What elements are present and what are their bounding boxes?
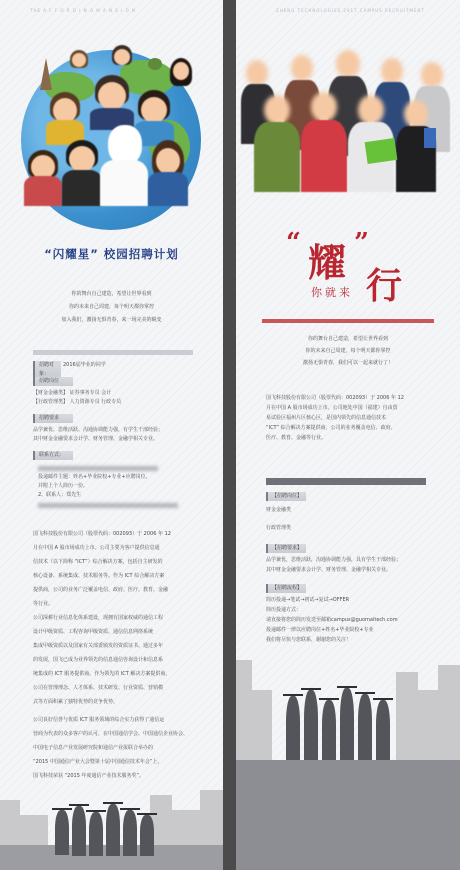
requirement-item: 品学兼优，思维活跃，沟通协调能力强，具有学生干部经验；	[266, 557, 402, 563]
company-line: 公司良好信誉与优质 ICT 服务领域的综合实力获得了通信运	[33, 717, 165, 723]
slogan-big: 耀	[308, 240, 347, 285]
process-line: 简历投递方式：	[266, 607, 302, 613]
company-line: 式等方面积累了独特优势的竞争优势。	[33, 699, 119, 705]
target-label: 招聘对象：	[33, 361, 61, 379]
company-line: 统集成的 ICT 服务提供商。作为领先的 ICT 解决方案提供商，	[33, 671, 171, 677]
right-watermark: ZHENG TECHNOLOGIES 2017 CAMPUS RECRUITMENT	[276, 8, 425, 13]
intro-line: 激扬无惧青春，我们可以一起来就行了！	[302, 360, 393, 366]
company-line: 公司在管理理念、人才体系、技术研发、行业资质、营销模	[33, 685, 164, 691]
company-line: 国飞科技股份有限公司（股票代码：002093）于 2006 年 12	[33, 531, 171, 537]
contact-label: 联系方式：	[33, 451, 73, 460]
positions-label: 招聘岗位	[33, 377, 73, 386]
company-line: “ICT” 综合解决方案提供商，公司的业务覆盖电信、政府、	[266, 425, 396, 431]
requirement-item: 其中财金金融要求会计学、财务管理、金融学相关专业。	[33, 436, 159, 442]
position-item: 【财金金融类】 证券事务专员 会计	[33, 390, 112, 396]
left-poster	[0, 0, 223, 870]
contact-line: 投递邮件主题：姓名+毕业院校+专业+应聘岗位，	[38, 474, 151, 480]
quote-mark: ”	[354, 228, 369, 258]
requirements-label: 招聘要求	[33, 414, 73, 423]
company-line: 信技术（以下简称 “ICT”）综合解决方案，包括自主研发的	[33, 559, 163, 565]
requirement-item: 品学兼优、思维活跃、沟通协调能力强，有学生干部经验；	[33, 427, 164, 433]
company-line: 月在中国 A 股市场成功上市。公司主要为客户提供信息通	[33, 545, 160, 551]
position-item: 行政管理类	[266, 525, 292, 531]
company-line: 设计甲级资质、工程咨询甲级资质、通信信息网络系统	[33, 629, 154, 635]
process-line: 简历投递→笔试→初试→复试→OFFER	[266, 597, 350, 603]
company-line: 集成甲级资质以及国家有关部委颁发的资质证书。通过多年	[33, 643, 164, 649]
page-title: “闪耀星” 校园招聘计划	[44, 247, 179, 261]
contact-line: 并附上个人简历一份。	[38, 483, 89, 489]
company-line: 中国电子信息产业发展研究院和通信产业报联合举办的	[33, 745, 154, 751]
intro-line: 你的未来自己周建，每个明天都你掌控	[305, 348, 391, 354]
positions-label: 【招聘岗位】	[266, 492, 306, 501]
company-line: 等行业。	[33, 601, 54, 607]
company-line: 医疗、教育、金融等行业。	[266, 435, 327, 441]
requirements-label: 【招聘要求】	[266, 544, 306, 553]
company-line: 易试验区福州片区核心区，是国内领先的信息通信技术	[266, 415, 387, 421]
company-line: 公司深耕行业信息化体系建设，现拥有国家权威的通信工程	[33, 615, 164, 621]
company-line: “2015 中国通信产业大会暨第十届中国通信技术年会”上，	[33, 759, 163, 765]
intro-line: 加入我们，激扬无惧青春，来一场完美的蜕变	[61, 317, 162, 323]
contact-line: 2、联系人：郑先生	[38, 492, 82, 498]
process-label: 【招聘流程】	[266, 584, 306, 593]
position-item: 【行政管理类】 人力资源专员 行政专员	[33, 399, 122, 405]
company-line: 月在中国 A 股市场成功上市。公司地处中国（福建）自由贸	[266, 405, 398, 411]
intro-line: 你的舞台自己建造，希望让世界看到	[307, 336, 388, 342]
intro-line: 你的未来自己周建，每个明天都你掌控	[68, 304, 154, 310]
company-line: 的发展，国飞已成为业界领先的信息通信咨询设计和信息系	[33, 657, 164, 663]
target-value: 2016届毕业的同学	[63, 362, 106, 368]
company-line: 营商为代表的众多客户的认可，在中国通信学会、中国通信企业协会、	[33, 731, 189, 737]
slogan-small: 你就来	[311, 286, 353, 299]
requirement-item: 其中财金金融要求会计学、财务管理、金融学相关专业。	[266, 567, 392, 573]
company-line: 国飞科技荣获 “2015 年度通信产业技术服务奖”。	[33, 773, 145, 779]
company-line: 提供商，公司的业务广泛覆盖电信、政府、医疗、教育、金融	[33, 587, 169, 593]
company-line: 国飞科技股份有限公司（股票代码：002093）于 2006 年 12	[266, 395, 404, 401]
position-item: 财金金融类	[266, 507, 292, 513]
intro-line: 你的舞台自己建造，希望让世界看到	[71, 291, 152, 297]
quote-mark: “	[286, 228, 301, 258]
slogan-side: 行	[366, 265, 403, 307]
process-line: 我们将尽快与您联系，谢谢您的关注！	[266, 637, 352, 643]
process-line: 请直接将您的简历发送至邮箱campus@guomaitech.com	[266, 617, 398, 623]
process-line: 投递邮件一律以应聘岗位+姓名+毕业院校+专业	[266, 627, 374, 633]
left-watermark: THE A F F O R D I N G M A N S I O N	[30, 8, 136, 13]
company-line: 核心设备、系统集成、技术服务等。作为 ICT 综合解决方案	[33, 573, 165, 579]
right-poster	[236, 0, 460, 870]
